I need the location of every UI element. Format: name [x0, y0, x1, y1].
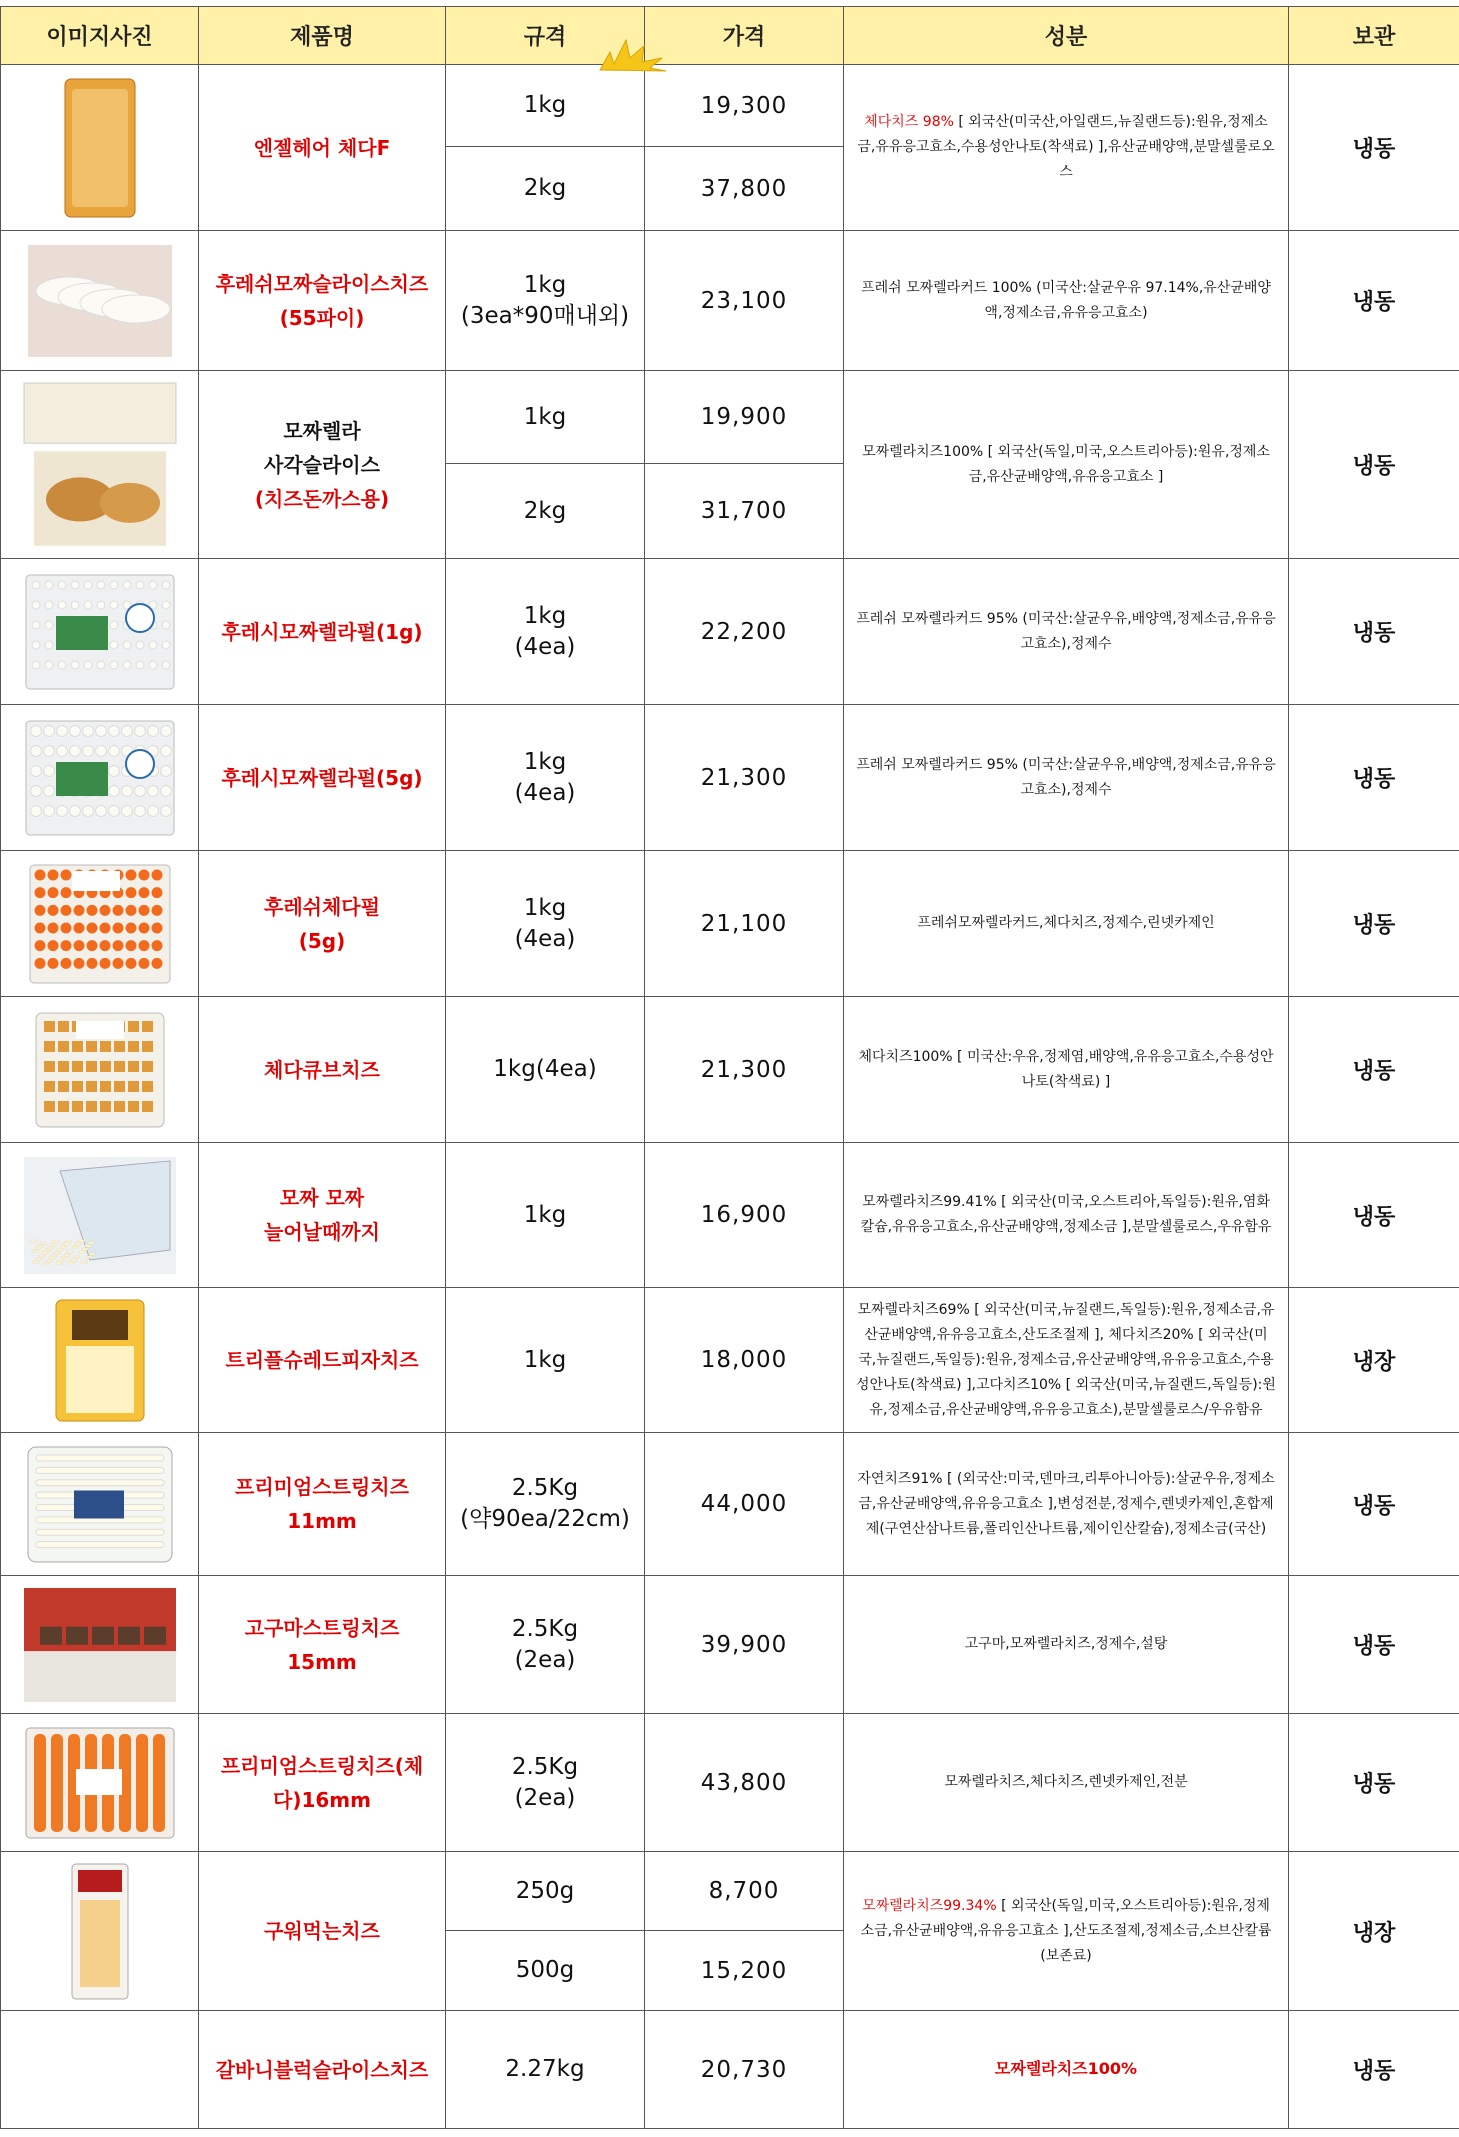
product-name-line: 트리플슈레드피자치즈 [225, 1348, 419, 1372]
product-storage: 냉동 [1289, 851, 1459, 997]
product-ingredients [844, 65, 1289, 231]
product-spec [446, 1288, 645, 1433]
product-storage: 냉동 [1289, 705, 1459, 851]
product-price: 21,300 [645, 705, 844, 851]
product-price: 31,700 [645, 464, 844, 559]
text-line: 1kg [523, 1201, 567, 1228]
product-image [1, 1433, 199, 1576]
header-ingredients: 성분 [844, 7, 1289, 65]
product-ingredients [844, 1576, 1289, 1714]
product-name [199, 65, 446, 231]
product-name-line: 후레시모짜렐라펄(1g) [221, 619, 423, 644]
ingredients-text: 프레쉬 모짜렐라커드 95% (미국산:살균우유,배양액,정제소금,유유응고효소),정제수 [856, 610, 1276, 652]
product-price: 18,000 [645, 1288, 844, 1433]
text-line: (2ea) [514, 1646, 576, 1673]
table-row [1, 1576, 1459, 1714]
product-price: 44,000 [645, 1433, 844, 1576]
product-image [1, 1852, 199, 2011]
text-line: 1kg [523, 271, 567, 298]
ingredients-text: 고구마,모짜렐라치즈,정제수,설탕 [964, 1636, 1168, 1652]
product-name-line: 사각슬라이스 [264, 452, 380, 477]
product-image [1, 371, 199, 559]
product-spec [446, 65, 645, 147]
text-line: 500g [515, 1957, 575, 1983]
product-storage: 냉동 [1289, 1143, 1459, 1288]
product-name [199, 2011, 446, 2129]
product-price: 43,800 [645, 1714, 844, 1852]
product-storage: 냉동 [1289, 1433, 1459, 1576]
square-slice-image [20, 379, 180, 551]
product-image [1, 851, 199, 997]
product-name [199, 1433, 446, 1576]
product-storage: 냉장 [1289, 1852, 1459, 2011]
product-spec [446, 371, 645, 464]
header-image: 이미지사진 [1, 7, 199, 65]
product-name [199, 1576, 446, 1714]
product-price: 21,100 [645, 851, 844, 997]
product-name [199, 231, 446, 371]
header-row [1, 7, 1459, 65]
text-line: 2.5Kg [511, 1475, 579, 1501]
product-name [199, 1714, 446, 1852]
ingredients-text: 모짜렐라치즈99.41% [ 외국산(미국,오스트리아,독일등):원유,염화칼슘,유유응고효소,유산균배양액,정제소금 ],분말셀룰로스,우유함유 [860, 1194, 1272, 1235]
product-table [0, 6, 1459, 2129]
product-storage: 냉동 [1289, 1714, 1459, 1852]
product-name-line: 모짜 모짜 [279, 1186, 365, 1210]
product-ingredients [844, 1288, 1289, 1433]
product-name-line: 후레시모짜렐라펄(5g) [221, 765, 423, 790]
product-price: 23,100 [645, 231, 844, 371]
product-spec [446, 705, 645, 851]
product-name-line: 후레쉬체다펄 [264, 894, 380, 919]
product-price: 22,200 [645, 559, 844, 705]
header-storage: 보관 [1289, 7, 1459, 65]
text-line: 2.27kg [505, 2056, 585, 2082]
product-image [1, 231, 199, 371]
product-price: 16,900 [645, 1143, 844, 1288]
product-spec [446, 147, 645, 231]
product-ingredients [844, 1143, 1289, 1288]
product-spec [446, 1576, 645, 1714]
table-row [1, 1433, 1459, 1576]
product-name-line: 다)16mm [273, 1787, 371, 1812]
product-image [1, 559, 199, 705]
product-name [199, 851, 446, 997]
text-line: 1kg [523, 1346, 567, 1373]
table-row [1, 1852, 1459, 1931]
product-ingredients [844, 1714, 1289, 1852]
product-spec [446, 559, 645, 705]
product-name-line: 프리미엄스트링치즈 [235, 1475, 409, 1499]
table-row [1, 1143, 1459, 1288]
product-name [199, 559, 446, 705]
product-storage: 냉장 [1289, 1288, 1459, 1433]
product-name-line: (치즈돈까스용) [254, 486, 390, 511]
product-ingredients [844, 559, 1289, 705]
table-row [1, 997, 1459, 1143]
text-line: 2kg [523, 175, 567, 201]
product-spec [446, 1714, 645, 1852]
product-name-line: 후레쉬모짜슬라이스치즈 [215, 271, 429, 296]
product-name-line: (5g) [298, 928, 346, 953]
cheddar-bag-image [20, 73, 180, 223]
text-line: (2ea) [514, 1784, 576, 1811]
product-name [199, 1288, 446, 1433]
product-storage: 냉동 [1289, 997, 1459, 1143]
cheddar-pearl-image [20, 859, 180, 989]
product-ingredients [844, 997, 1289, 1143]
text-line: (3ea*90매내외) [460, 302, 630, 329]
text-line: 1kg [523, 602, 567, 629]
table-row [1, 705, 1459, 851]
pearl-5g-image [20, 713, 180, 843]
text-line: 2.5Kg [511, 1753, 579, 1780]
product-ingredients [844, 851, 1289, 997]
header-spec: 규격 [446, 7, 645, 65]
product-name-line: 엔젤헤어 체다F [253, 135, 391, 160]
ingredients-text: 모짜렐라치즈,체다치즈,렌넷카제인,전분 [944, 1774, 1188, 1790]
product-name-line: 고구마스트링치즈 [244, 1615, 400, 1640]
product-name-line: 체다큐브치즈 [264, 1057, 380, 1082]
ingredients-highlight: 모짜렐라치즈100% [994, 2059, 1138, 2078]
sweetpotato-string-image [20, 1584, 180, 1706]
product-spec [446, 1931, 645, 2011]
text-line: 1kg [523, 403, 567, 430]
table-row [1, 231, 1459, 371]
text-line: (4ea) [514, 779, 576, 806]
string-11mm-image [20, 1441, 180, 1568]
product-spec [446, 231, 645, 371]
table-row [1, 65, 1459, 147]
table-row [1, 2011, 1459, 2129]
product-name-line: 구워먹는치즈 [264, 1919, 380, 1943]
product-price: 20,730 [645, 2011, 844, 2129]
product-name [199, 1852, 446, 2011]
product-price: 19,900 [645, 371, 844, 464]
ingredients-text: 자연치즈91% [ (외국산:미국,덴마크,리투아니아등):살균우유,정제소금,유산균배양액,유유응고효소 ],변성전분,정제수,렌넷카제인,혼합제제(구연산삼나트륨,폴리인산나트륨,제이인산칼슘),정제소금(국산) [857, 1470, 1275, 1537]
text-line: (4ea) [514, 925, 576, 952]
product-storage: 냉동 [1289, 2011, 1459, 2129]
product-image [1, 997, 199, 1143]
product-name-line: (55파이) [279, 305, 365, 330]
product-image [1, 65, 199, 231]
product-name [199, 1143, 446, 1288]
product-price: 37,800 [645, 147, 844, 231]
text-line: 1kg [523, 92, 567, 118]
product-ingredients [844, 1433, 1289, 1576]
table-row [1, 559, 1459, 705]
product-storage: 냉동 [1289, 559, 1459, 705]
product-name-line: 프리미엄스트링치즈(체 [220, 1753, 424, 1778]
product-name-line: 모짜렐라 [283, 418, 361, 443]
product-spec [446, 2011, 645, 2129]
ingredients-highlight: 모짜렐라치즈99.34% [862, 1897, 997, 1914]
product-price: 8,700 [645, 1852, 844, 1931]
product-spec [446, 997, 645, 1143]
product-storage: 냉동 [1289, 231, 1459, 371]
ingredients-text: 체다치즈100% [ 미국산:우유,정제염,배양액,유유응고효소,수용성안나토(착색료) ] [858, 1048, 1274, 1090]
product-storage: 냉동 [1289, 371, 1459, 559]
product-name-line: 늘어날때까지 [264, 1220, 380, 1244]
header-name: 제품명 [199, 7, 446, 65]
ingredients-highlight: 체다치즈 98% [864, 114, 954, 130]
text-line: 1kg [523, 748, 567, 775]
product-price: 39,900 [645, 1576, 844, 1714]
pearl-1g-image [20, 567, 180, 697]
text-line: 1kg [523, 894, 567, 921]
product-ingredients [844, 705, 1289, 851]
product-ingredients [844, 371, 1289, 559]
cheddar-string-image [20, 1722, 180, 1844]
text-line: 250g [515, 1877, 575, 1904]
table-row [1, 371, 1459, 464]
product-image [1, 1288, 199, 1433]
product-spec [446, 1433, 645, 1576]
product-spec [446, 851, 645, 997]
text-line: (약90ea/22cm) [460, 1506, 630, 1532]
text-line: 2kg [523, 497, 567, 524]
product-name [199, 997, 446, 1143]
product-ingredients [844, 231, 1289, 371]
product-spec [446, 464, 645, 559]
table-row [1, 1288, 1459, 1433]
product-ingredients [844, 2011, 1289, 2129]
table-row [1, 851, 1459, 997]
product-image [1, 705, 199, 851]
product-name [199, 705, 446, 851]
product-image [1, 1714, 199, 1852]
triple-shred-image [20, 1296, 180, 1425]
product-name-line: 15mm [287, 1649, 357, 1674]
product-price: 19,300 [645, 65, 844, 147]
grill-cheese-image [20, 1860, 180, 2003]
ingredients-text: 모짜렐라치즈69% [ 외국산(미국,뉴질랜드,독일등):원유,정제소금,유산균배양액,유유응고효소,산도조절제 ], 체다치즈20% [ 외국산(미국,뉴질랜드,독일등):원유,정제소금,유산균배양액,유유응고효소,수용성안나토(착색료) ],고다치즈10% [ 외국산(미국,뉴질랜드,독일등):원유,정제소금,유산균배양액,유유응고효소),분말셀룰로스/우유함유 [856, 1301, 1276, 1418]
starburst-icon [596, 38, 670, 72]
product-image [1, 2011, 199, 2129]
ingredients-text: 프레쉬 모짜렐라커드 95% (미국산:살균우유,배양액,정제소금,유유응고효소),정제수 [856, 756, 1276, 798]
ingredients-text: [ 외국산(독일,미국,오스트리아등):원유,정제소금,유산균배양액,유유응고효소 ],산도조절제,정제소금,소브산칼륨(보존료) [860, 1897, 1272, 1964]
product-price: 21,300 [645, 997, 844, 1143]
product-name-line: 11mm [287, 1509, 357, 1533]
product-spec [446, 1852, 645, 1931]
product-image [1, 1576, 199, 1714]
ingredients-text: 프레쉬모짜렐라커드,체다치즈,정제수,린넷카제인 [917, 915, 1215, 931]
ingredients-text: [ 외국산(미국산,아일랜드,뉴질랜드등):원유,정제소금,유유응고효소,수용성안나토(착색료) ],유산균배양액,분말셀룰로오스 [857, 114, 1275, 180]
product-name [199, 371, 446, 559]
product-ingredients [844, 1852, 1289, 2011]
header-price: 가격 [645, 7, 844, 65]
product-price: 15,200 [645, 1931, 844, 2011]
text-line: (4ea) [514, 633, 576, 660]
product-spec [446, 1143, 645, 1288]
product-storage: 냉동 [1289, 1576, 1459, 1714]
text-line: 2.5Kg [511, 1615, 579, 1642]
product-image [1, 1143, 199, 1288]
ingredients-text: 프레쉬 모짜렐라커드 100% (미국산:살균우유 97.14%,유산균배양액,정제소금,유유응고효소) [861, 279, 1271, 321]
text-line: 1kg(4ea) [493, 1056, 597, 1082]
cheddar-cube-image [20, 1005, 180, 1135]
shredded-mozza-image [20, 1151, 180, 1280]
table-row [1, 1714, 1459, 1852]
product-name-line: 갈바니블럭슬라이스치즈 [215, 2057, 429, 2082]
product-storage: 냉동 [1289, 65, 1459, 231]
mozzarella-slice-image [20, 239, 180, 363]
ingredients-text: 모짜렐라치즈100% [ 외국산(독일,미국,오스트리아등):원유,정제소금,유산균배양액,유유응고효소 ] [862, 443, 1270, 485]
